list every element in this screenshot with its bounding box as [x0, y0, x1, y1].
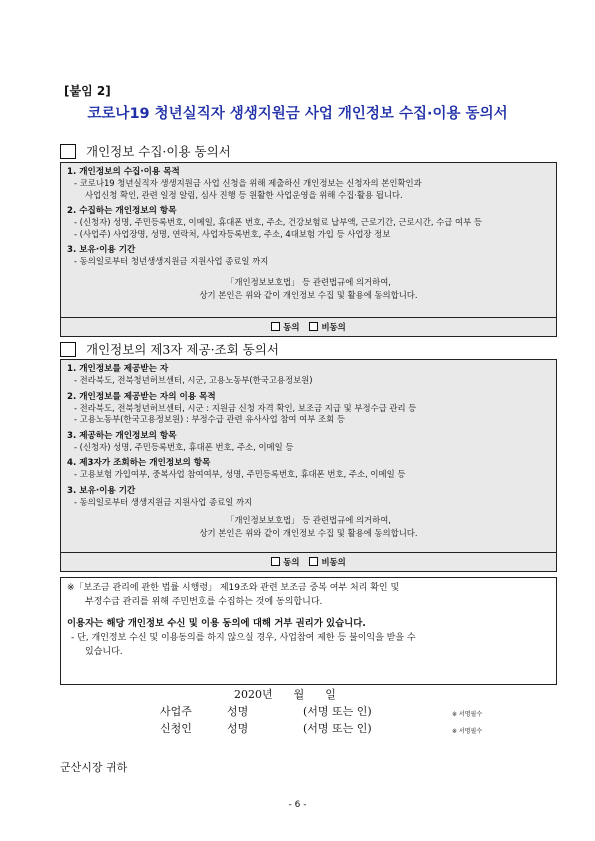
s1-agree-option[interactable]: [271, 321, 299, 333]
section2-heading: [60, 340, 279, 358]
s2-agree-row: [61, 552, 556, 571]
attachment-label: [붙임 2]: [64, 84, 111, 98]
section2-panel: [60, 359, 557, 572]
s2-item-5-head: 3. 보유·이용 기간: [67, 485, 136, 496]
section1-heading: [60, 142, 231, 160]
s1-disagree-option[interactable]: [309, 321, 345, 333]
s2-item-3-line-1: - (신청자) 성명, 주민등록번호, 휴대폰 번호, 주소, 이메일 등: [74, 441, 294, 452]
s2-item-2-line-1: - 전라북도, 전북청년허브센터, 시군 : 지원금 신청 자격 확인, 보조금 지급 및 부정수급 관리 등: [74, 402, 417, 413]
s2-item-2: [67, 391, 550, 426]
notice-line-3: - 단, 개인정보 수신 및 이용동의를 하지 않으실 경우, 사업참여 제한 등 불이익을 받을 수: [71, 633, 416, 643]
employer-role: 사업주: [160, 705, 192, 718]
s1-item-2-line-1: - (신청자) 성명, 주민등록번호, 이메일, 휴대폰 번호, 주소, 건강보험료 납부액, 근로기간, 근로시간, 수급 여부 등: [74, 217, 482, 227]
applicant-sign-note: ※ 서명필수: [452, 728, 483, 735]
s2-consent-line-2: 상기 본인은 위와 같이 개인정보 수집 및 활용에 동의합니다.: [199, 528, 418, 538]
s2-agree-option[interactable]: [271, 556, 299, 568]
section2-checkbox[interactable]: [60, 342, 76, 357]
s2-consent-line-1: 「개인정보보호법」 등 관련법규에 의거하여,: [226, 515, 391, 525]
s2-item-4: [67, 457, 550, 481]
s2-item-3: [67, 430, 550, 454]
s1-item-1: [67, 166, 550, 201]
s2-item-2-head: 2. 개인정보를 제공받는 자의 이용 목적: [67, 391, 216, 402]
s1-item-3-head: 3. 보유·이용 기간: [67, 245, 136, 255]
section1-heading-text: 개인정보 수집·이용 동의서: [86, 144, 231, 159]
applicant-role: 신청인: [160, 722, 192, 735]
s2-item-5-line-1: - 동의일로부터 생생지원금 지원사업 종료일 까지: [74, 496, 253, 507]
section2-heading-text: 개인정보의 제3자 제공·조회 동의서: [86, 342, 279, 357]
s2-item-1-line-1: - 전라북도, 전북청년허브센터, 시군, 고용노동부(한국고용정보원): [74, 375, 313, 385]
s2-agree-checkbox-icon: [271, 557, 280, 566]
s1-item-2-line-2: - (사업주) 사업장명, 성명, 연락처, 사업자등록번호, 주소, 4대보험 가입 등 사업장 정보: [74, 228, 391, 239]
signature-row-employer: [160, 703, 192, 719]
s2-item-3-head: 3. 제공하는 개인정보의 항목: [67, 430, 177, 441]
employer-signature-field[interactable]: (서명 또는 인): [303, 705, 372, 718]
page-number: - 6 -: [288, 800, 307, 810]
notice-line-4: 있습니다.: [85, 647, 123, 657]
s1-agree-checkbox-icon: [271, 322, 280, 331]
signature-row-applicant: [160, 720, 192, 736]
applicant-name-label: 성명: [227, 722, 249, 735]
page-title: 코로나19 청년실직자 생생지원금 사업 개인정보 수집·이용 동의서: [87, 106, 508, 122]
notice-line-1: ※「보조금 관리에 관한 법률 시행령」 제19조와 관련 보조금 중복 여부 처리 확인 및: [67, 583, 400, 593]
section1-panel: [60, 162, 557, 337]
s2-disagree-option[interactable]: [309, 556, 345, 568]
notice-box: [60, 577, 557, 685]
s1-consent-line-1: 「개인정보보호법」 등 관련법규에 의거하여,: [226, 276, 391, 287]
s1-item-3-line-1: - 동의일로부터 청년생생지원금 지원사업 종료일 까지: [74, 256, 269, 266]
s1-item-2-head: 2. 수집하는 개인정보의 항목: [67, 206, 177, 216]
s2-agree-label: 동의: [283, 557, 300, 567]
employer-sign-note: ※ 서명필수: [452, 711, 483, 718]
s2-disagree-label: 비동의: [321, 557, 346, 567]
s1-agree-row: [61, 317, 556, 336]
s2-item-2-line-2: - 고용노동부(한국고용정보원) : 부정수급 관련 유사사업 참여 여부 조회 등: [74, 414, 345, 424]
s1-agree-label: 동의: [283, 322, 300, 332]
employer-name-label: 성명: [227, 705, 249, 718]
s1-item-2: [67, 205, 550, 240]
s2-item-5: [67, 485, 550, 509]
s2-item-4-head: 4. 제3자가 조회하는 개인정보의 항목: [67, 458, 211, 468]
s1-item-3: [67, 244, 550, 268]
applicant-signature-field[interactable]: (서명 또는 인): [303, 722, 372, 735]
s2-item-1: [67, 363, 550, 387]
notice-line-2: 부정수급 관리를 위해 주민번호를 수집하는 것에 동의합니다.: [85, 597, 323, 607]
s1-disagree-checkbox-icon: [309, 322, 318, 331]
signature-date: 2020년 월 일: [234, 688, 336, 701]
s1-item-1-line-1: - 코로나19 청년실직자 생생지원금 사업 신청을 위해 제출하신 개인정보는 신청자의 본인확인과: [74, 178, 422, 188]
s2-item-1-head: 1. 개인정보를 제공받는 자: [67, 364, 169, 374]
section1-checkbox[interactable]: [60, 144, 76, 159]
s1-item-1-head: 1. 개인정보의 수집·이용 목적: [67, 167, 180, 177]
notice-rights: 이용자는 해당 개인정보 수신 및 이용 동의에 대해 거부 권리가 있습니다.: [67, 618, 366, 629]
addressee: 군산시장 귀하: [60, 761, 128, 774]
s1-item-1-cont-1: 사업신청 확인, 관련 일정 알림, 심사 진행 등 원활한 사업운영을 위해 수집·활용 됩니다.: [85, 189, 403, 200]
s2-disagree-checkbox-icon: [309, 557, 318, 566]
s1-consent-line-2: 상기 본인은 위와 같이 개인정보 수집 및 활용에 동의합니다.: [199, 289, 418, 300]
s1-disagree-label: 비동의: [321, 322, 346, 332]
s2-item-4-line-1: - 고용보험 가입여부, 중복사업 참여여부, 성명, 주민등록번호, 휴대폰 번호, 주소, 이메일 등: [74, 469, 406, 479]
